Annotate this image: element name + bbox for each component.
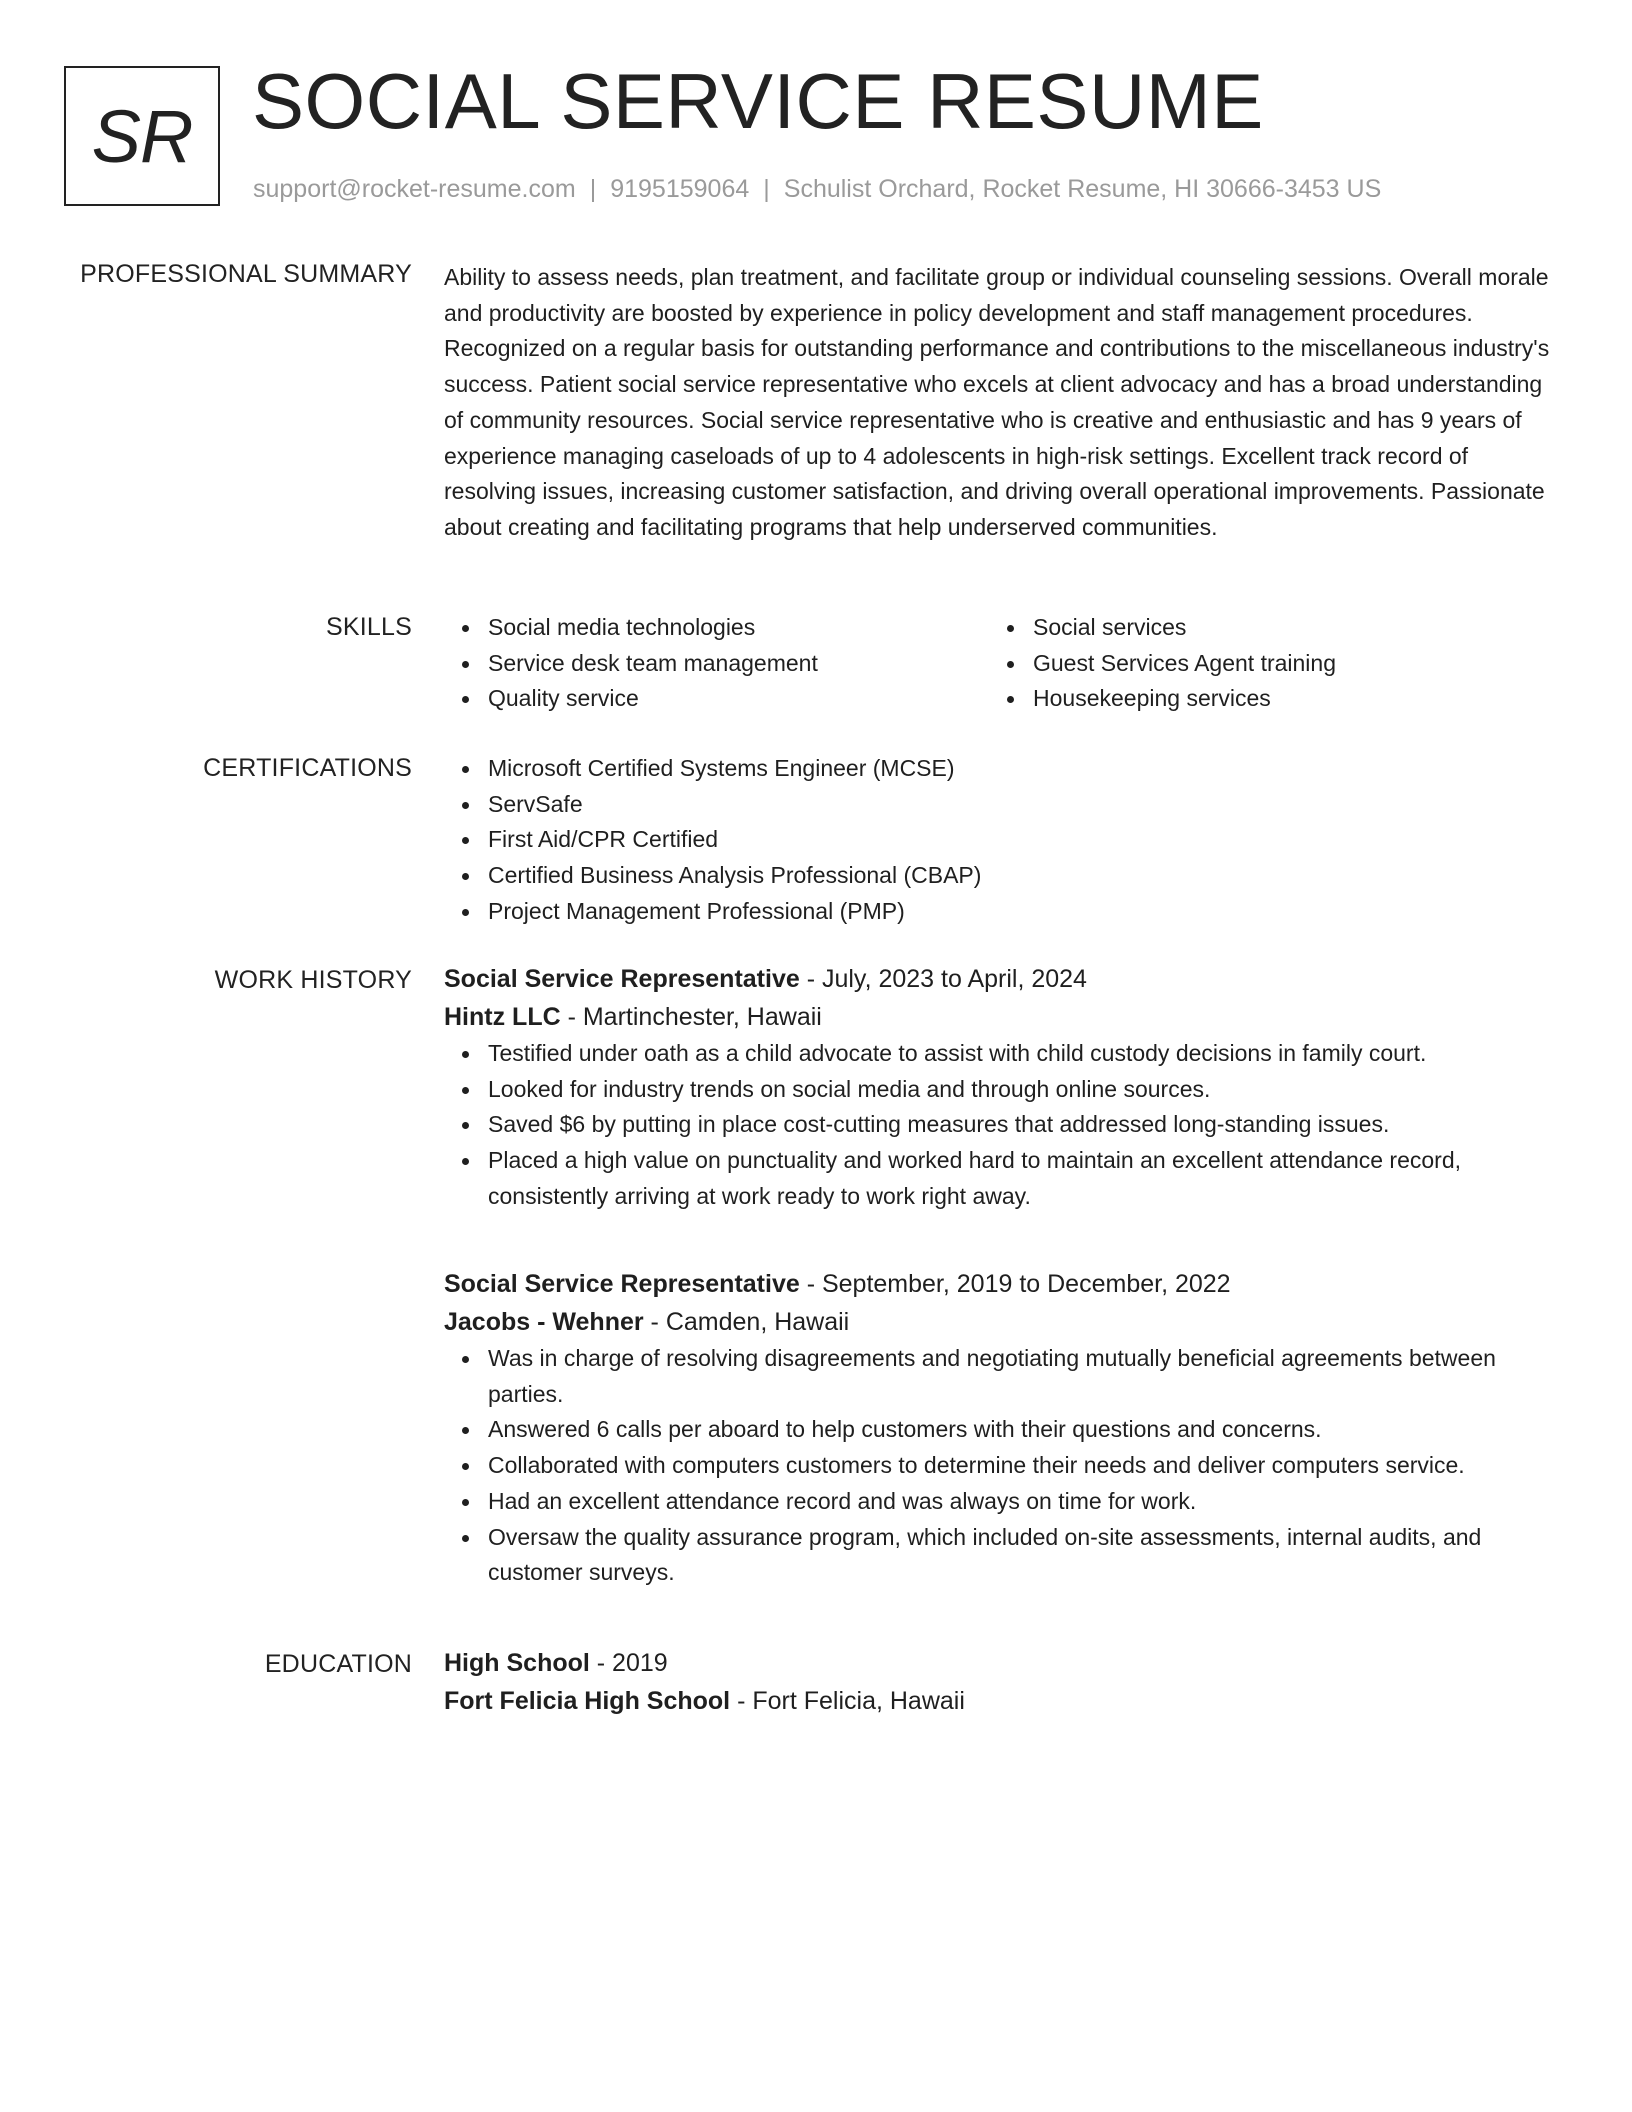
job-entry xyxy=(444,1265,1558,1591)
list-item: Placed a high value on punctuality and worked hard to maintain an excellent attendance record, consistently arriving at work ready to work right away. xyxy=(488,1143,1558,1214)
job-dates: - September, 2019 to December, 2022 xyxy=(799,1270,1231,1298)
job-title: Social Service Representative xyxy=(444,1270,800,1298)
education-year: - 2019 xyxy=(589,1649,668,1677)
job-company: Hintz LLC xyxy=(444,1003,561,1031)
contact-email[interactable]: support@rocket-resume.com xyxy=(253,175,576,203)
education-entry xyxy=(444,1644,1558,1720)
list-item: Guest Services Agent training xyxy=(1033,646,1534,682)
list-item: First Aid/CPR Certified xyxy=(488,822,1558,858)
resume-title: SOCIAL SERVICE RESUME xyxy=(252,57,1264,145)
education-location: - Fort Felicia, Hawaii xyxy=(730,1687,965,1715)
job-dates: - July, 2023 to April, 2024 xyxy=(799,965,1087,993)
education-degree-line xyxy=(444,1644,1558,1682)
education-school: Fort Felicia High School xyxy=(444,1687,731,1715)
job-bullets xyxy=(444,1036,1558,1215)
list-item: ServSafe xyxy=(488,787,1558,823)
contact-phone[interactable]: 9195159064 xyxy=(610,175,750,203)
skills-column-right xyxy=(989,610,1534,717)
list-item: Certified Business Analysis Professional (CBAP) xyxy=(488,858,1558,894)
job-location: - Camden, Hawaii xyxy=(643,1308,850,1336)
list-item: Had an excellent attendance record and was always on time for work. xyxy=(488,1484,1558,1520)
list-item: Testified under oath as a child advocate to assist with child custody decisions in family court. xyxy=(488,1036,1558,1072)
education-school-line xyxy=(444,1682,1558,1720)
list-item: Microsoft Certified Systems Engineer (MCSE) xyxy=(488,751,1558,787)
list-item: Social media technologies xyxy=(488,610,989,646)
skills-list xyxy=(444,610,1558,717)
certifications-list xyxy=(444,751,1558,930)
section-label-work-history: WORK HISTORY xyxy=(214,966,412,994)
job-title-line xyxy=(444,960,1558,998)
list-item: Housekeeping services xyxy=(1033,681,1534,717)
summary-text: Ability to assess needs, plan treatment, and facilitate group or individual counseling sessions. Overall morale and productivity are boosted by experience in policy development and staff management procedures. Recognized on a regular basis for outstanding performance and contributions to the miscellaneous industry's success. Patient social service representative who excels at client advocacy and has a broad understanding of community resources. Social service representative who is creative and enthusiastic and has 9 years of experience managing caseloads of up to 4 adolescents in high-risk settings. Excellent track record of resolving issues, increasing customer satisfaction, and driving overall operational improvements. Passionate about creating and facilitating programs that help underserved communities. xyxy=(444,264,1550,540)
contact-address: Schulist Orchard, Rocket Resume, HI 30666-3453 US xyxy=(783,175,1382,203)
list-item: Quality service xyxy=(488,681,989,717)
list-item: Project Management Professional (PMP) xyxy=(488,894,1558,930)
section-label-education: EDUCATION xyxy=(264,1650,412,1678)
list-item: Saved $6 by putting in place cost-cutting measures that addressed long-standing issues. xyxy=(488,1107,1558,1143)
section-label-summary: PROFESSIONAL SUMMARY xyxy=(80,260,412,288)
monogram-box xyxy=(64,66,220,206)
list-item: Service desk team management xyxy=(488,646,989,682)
job-bullets xyxy=(444,1341,1558,1591)
list-item: Social services xyxy=(1033,610,1534,646)
monogram-initials: SR xyxy=(91,94,193,178)
list-item: Looked for industry trends on social media and through online sources. xyxy=(488,1072,1558,1108)
job-company: Jacobs - Wehner xyxy=(444,1308,644,1336)
job-company-line xyxy=(444,1303,1558,1341)
job-location: - Martinchester, Hawaii xyxy=(560,1003,822,1031)
job-title: Social Service Representative xyxy=(444,965,800,993)
list-item: Was in charge of resolving disagreements and negotiating mutually beneficial agreements between parties. xyxy=(488,1341,1558,1412)
list-item: Answered 6 calls per aboard to help customers with their questions and concerns. xyxy=(488,1412,1558,1448)
job-title-line xyxy=(444,1265,1558,1303)
section-label-skills: SKILLS xyxy=(326,613,412,641)
skills-column-left xyxy=(444,610,989,717)
education-degree: High School xyxy=(444,1649,590,1677)
list-item: Oversaw the quality assurance program, which included on-site assessments, internal audits, and customer surveys. xyxy=(488,1520,1558,1591)
contact-line xyxy=(253,172,1381,206)
contact-separator: | xyxy=(589,175,597,203)
job-entry xyxy=(444,960,1558,1215)
section-label-certifications: CERTIFICATIONS xyxy=(203,754,412,782)
job-company-line xyxy=(444,998,1558,1036)
contact-separator: | xyxy=(763,175,770,203)
list-item: Collaborated with computers customers to determine their needs and deliver computers service. xyxy=(488,1448,1558,1484)
